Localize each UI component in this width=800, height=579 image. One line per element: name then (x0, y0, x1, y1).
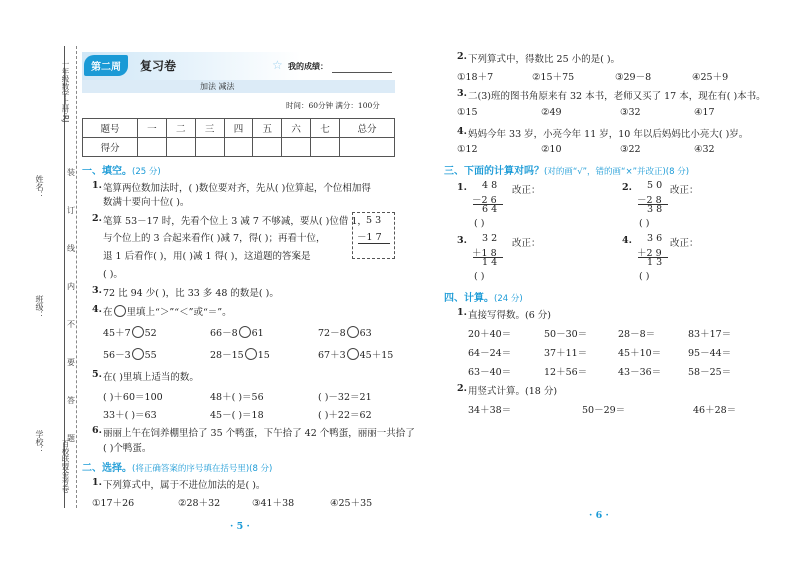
calc-item[interactable]: 83＋17＝ (688, 329, 732, 340)
section4-points: (24 分) (494, 294, 523, 304)
fold-mark: 线 (67, 244, 75, 253)
judge-paren[interactable]: ( ) (639, 271, 650, 282)
topic-subtitle: 加法 减法 (200, 82, 235, 91)
choice-option[interactable]: ④25＋9 (692, 72, 729, 83)
section1-title-text: 一、填空。 (82, 166, 132, 177)
fold-mark: 装 (67, 168, 75, 177)
q2-box-mid: －1 7 (357, 232, 382, 243)
choice-option[interactable]: ③32 (620, 107, 641, 118)
choice-option[interactable]: ③41＋38 (252, 498, 295, 509)
score-header: 六 (282, 119, 311, 138)
compare-right: 52 (144, 328, 157, 339)
fix-label: 改正： (512, 238, 541, 249)
fill-item[interactable]: ( )＋22＝62 (318, 410, 372, 421)
compare-left: 28－15 (210, 350, 244, 361)
compare-item[interactable] (210, 347, 270, 361)
circle-icon[interactable] (347, 326, 359, 338)
q2-box-top: 5 3 (366, 215, 382, 226)
check-op: －2 6 (472, 195, 497, 206)
choice-option[interactable]: ②49 (541, 107, 562, 118)
fix-label: 改正： (512, 185, 541, 196)
circle-icon[interactable] (239, 326, 251, 338)
check-op: －2 8 (637, 195, 662, 206)
choice-option[interactable]: ①12 (457, 144, 478, 155)
fill-item[interactable]: 45－( )＝18 (210, 410, 264, 421)
section4-title (444, 289, 523, 304)
section2-title (82, 459, 272, 474)
score-label: 我的成绩： (288, 62, 328, 71)
vertical-calc-item[interactable]: 50－29＝ (582, 405, 626, 416)
check-top: 3 6 (647, 233, 663, 244)
judge-paren[interactable]: ( ) (639, 218, 650, 229)
choice-option[interactable]: ④17 (694, 107, 715, 118)
compare-right: 55 (144, 350, 157, 361)
q2-line4: ( )。 (103, 269, 123, 280)
vertical-calc-item[interactable]: 46＋28＝ (693, 405, 737, 416)
fill-item[interactable]: ( )＋60＝100 (103, 392, 163, 403)
section3-points: (对的画“√”，错的画“×”并改正)(8 分) (544, 167, 690, 177)
star-icon: ☆ (272, 58, 283, 72)
check-result: 1 3 (647, 257, 663, 268)
check-item-number: 3. (457, 235, 467, 246)
choice-option[interactable]: ①17＋26 (92, 498, 135, 509)
calc-item[interactable]: 95－44＝ (688, 348, 732, 359)
section4-title-text: 四、计算。 (444, 293, 494, 304)
q5-number: 5. (92, 369, 102, 380)
q4-number: 4. (92, 304, 102, 315)
q5-text: 在( )里填上适当的数。 (103, 372, 199, 383)
section2-title-text: 二、选择。 (82, 463, 132, 474)
check-result: 6 4 (482, 204, 498, 215)
score-header: 四 (224, 119, 253, 138)
s2q3-number: 3. (457, 88, 467, 99)
judge-paren[interactable]: ( ) (474, 271, 485, 282)
check-top: 3 2 (482, 233, 498, 244)
fill-item[interactable]: ( )－32＝21 (318, 392, 372, 403)
judge-paren[interactable]: ( ) (474, 218, 485, 229)
fold-mark: 订 (67, 206, 75, 215)
compare-left: 45＋7 (103, 328, 131, 339)
choice-option[interactable]: ④32 (694, 144, 715, 155)
circle-icon[interactable] (347, 348, 359, 360)
q1-line2: 数满十要向十位( )。 (103, 197, 190, 208)
s2q1-text: 下列算式中，属于不进位加法的是( )。 (103, 480, 266, 491)
choice-option[interactable]: ③22 (620, 144, 641, 155)
check-item-number: 4. (622, 235, 632, 246)
choice-option[interactable]: ④25＋35 (330, 498, 373, 509)
school-label: 学校： (35, 430, 44, 454)
q2-number: 2. (92, 213, 102, 224)
compare-item[interactable] (318, 347, 393, 361)
topic-bar (82, 80, 395, 93)
q6-line2: ( )个鸭蛋。 (103, 443, 152, 454)
score-header: 一 (137, 119, 166, 138)
check-op: ＋2 9 (637, 248, 662, 259)
s4q2-number: 2. (457, 383, 467, 394)
score-table (82, 118, 395, 157)
fill-item[interactable]: 48＋( )＝56 (210, 392, 264, 403)
q2-box-rule (358, 243, 390, 244)
section3-title (444, 162, 689, 177)
score-header: 总分 (339, 119, 394, 138)
q2-line3: 退 1 后看作( )，用( )减 1 得( )，这道题的答案是 (103, 251, 311, 262)
compare-left: 66－8 (210, 328, 238, 339)
compare-item[interactable] (103, 325, 157, 339)
s2q4-text: 妈妈今年 33 岁，小亮今年 11 岁，10 年以后妈妈比小亮大( )岁。 (468, 129, 749, 140)
section1-title (82, 162, 161, 177)
page-number-left: · 5 · (230, 521, 250, 532)
choice-option[interactable]: ①15 (457, 107, 478, 118)
q3-number: 3. (92, 285, 102, 296)
page-title: 复习卷 (140, 59, 177, 73)
s2q4-number: 4. (457, 126, 467, 137)
header-banner (82, 52, 395, 80)
q4-pre: 在 (103, 307, 113, 318)
vertical-brand-label: 百校联盟金考卷 (61, 440, 70, 493)
choice-option[interactable]: ①18＋7 (457, 72, 494, 83)
fold-mark: 答 (67, 396, 75, 405)
calc-item[interactable]: 28－8＝ (618, 329, 656, 340)
compare-item[interactable] (103, 347, 157, 361)
check-result: 1 4 (482, 257, 498, 268)
compare-left: 72－8 (318, 328, 346, 339)
calc-item[interactable]: 20＋40＝ (468, 329, 512, 340)
compare-right: 63 (359, 328, 372, 339)
q2-line1: 笔算 53－17 时，先看个位上 3 减 7 不够减，要从( )位借 1， (103, 216, 367, 227)
calc-item[interactable]: 45＋10＝ (618, 348, 662, 359)
section2-points: (将正确答案的序号填在括号里)(8 分) (132, 464, 273, 474)
calc-item[interactable]: 43－36＝ (618, 367, 662, 378)
score-header: 五 (253, 119, 282, 138)
calc-item[interactable]: 37＋11＝ (544, 348, 588, 359)
q2-line2: 与个位上的 3 合起来看作( )减 7，得( )；再看十位， (103, 233, 326, 244)
circle-icon[interactable] (132, 348, 144, 360)
week-tag: 第二周 (84, 55, 128, 76)
compare-right: 15 (257, 350, 270, 361)
q6-number: 6. (92, 425, 102, 436)
fold-mark: 不 (67, 320, 75, 329)
check-item-number: 1. (457, 182, 467, 193)
score-header: 二 (166, 119, 195, 138)
fold-mark: 内 (67, 282, 75, 291)
q3-text: 72 比 94 少( )，比 33 多 48 的数是( )。 (103, 288, 279, 299)
calc-item[interactable]: 58－25＝ (688, 367, 732, 378)
calc-item[interactable]: 50－30＝ (544, 329, 588, 340)
s4q2-text: 用竖式计算。(18 分) (468, 386, 558, 397)
circle-icon[interactable] (245, 348, 257, 360)
choice-option[interactable]: ②10 (541, 144, 562, 155)
calc-item[interactable]: 63－40＝ (468, 367, 512, 378)
check-item-number: 2. (622, 182, 632, 193)
margin-line-inner (76, 46, 77, 508)
circle-icon[interactable] (132, 326, 144, 338)
fill-item[interactable]: 33＋( )＝63 (103, 410, 157, 421)
s2q1-number: 1. (92, 477, 102, 488)
vertical-calc-item[interactable]: 34＋38＝ (468, 405, 512, 416)
s2q2-number: 2. (457, 51, 467, 62)
name-label: 姓名： (35, 175, 44, 199)
score-header: 七 (311, 119, 340, 138)
score-cell[interactable] (224, 138, 253, 157)
s4q1-number: 1. (457, 307, 467, 318)
fix-label: 改正： (670, 185, 699, 196)
score-cell[interactable] (311, 138, 340, 157)
vertical-book-label: 一年级数学上册·RJ (61, 60, 70, 123)
page-number-right: · 6 · (589, 510, 609, 521)
section1-points: (25 分) (132, 167, 161, 177)
check-top: 4 8 (482, 180, 498, 191)
score-header: 三 (195, 119, 224, 138)
s2q3-text: 二(3)班的图书角原来有 32 本书，老师又买了 17 本，现在有( )本书。 (468, 91, 766, 102)
compare-left: 56－3 (103, 350, 131, 361)
q1-number: 1. (92, 180, 102, 191)
score-cell[interactable] (253, 138, 282, 157)
compare-item[interactable] (318, 325, 372, 339)
score-header: 题号 (83, 119, 138, 138)
compare-item[interactable] (210, 325, 264, 339)
score-cell[interactable] (339, 138, 394, 157)
fold-mark: 题 (67, 434, 75, 443)
check-op: ＋1 8 (472, 248, 497, 259)
check-top: 5 0 (647, 180, 663, 191)
q1-line1: 笔算两位数加法时，( )数位要对齐，先从( )位算起，个位相加得 (103, 183, 371, 194)
score-cell[interactable] (166, 138, 195, 157)
calc-item[interactable]: 12＋56＝ (544, 367, 588, 378)
score-row-label: 得分 (83, 138, 138, 157)
s2q2-text: 下列算式中，得数比 25 小的是( )。 (468, 54, 621, 65)
score-field[interactable] (332, 72, 392, 73)
score-cell[interactable] (195, 138, 224, 157)
section3-title-text: 三、下面的计算对吗？ (444, 166, 544, 177)
calc-item[interactable]: 64－24＝ (468, 348, 512, 359)
compare-right: 61 (251, 328, 264, 339)
score-cell[interactable] (137, 138, 166, 157)
choice-option[interactable]: ②28＋32 (178, 498, 221, 509)
score-cell[interactable] (282, 138, 311, 157)
q4-text (103, 304, 232, 318)
choice-option[interactable]: ②15＋75 (532, 72, 575, 83)
time-info: 时间：60分钟 满分：100分 (286, 101, 380, 110)
check-result: 3 8 (647, 204, 663, 215)
class-label: 班级： (35, 295, 44, 319)
q6-line1: 丽丽上午在饲养棚里拾了 35 个鸭蛋，下午拾了 42 个鸭蛋，丽丽一共拾了 (103, 428, 415, 439)
s4q1-text: 直接写得数。(6 分) (468, 310, 551, 321)
choice-option[interactable]: ③29－8 (615, 72, 652, 83)
q4-post: 里填上“＞”“＜”或“＝”。 (126, 307, 232, 318)
compare-right: 45＋15 (359, 350, 394, 361)
fold-mark: 要 (67, 358, 75, 367)
circle-icon (114, 305, 126, 317)
compare-left: 67＋3 (318, 350, 346, 361)
fix-label: 改正： (670, 238, 699, 249)
